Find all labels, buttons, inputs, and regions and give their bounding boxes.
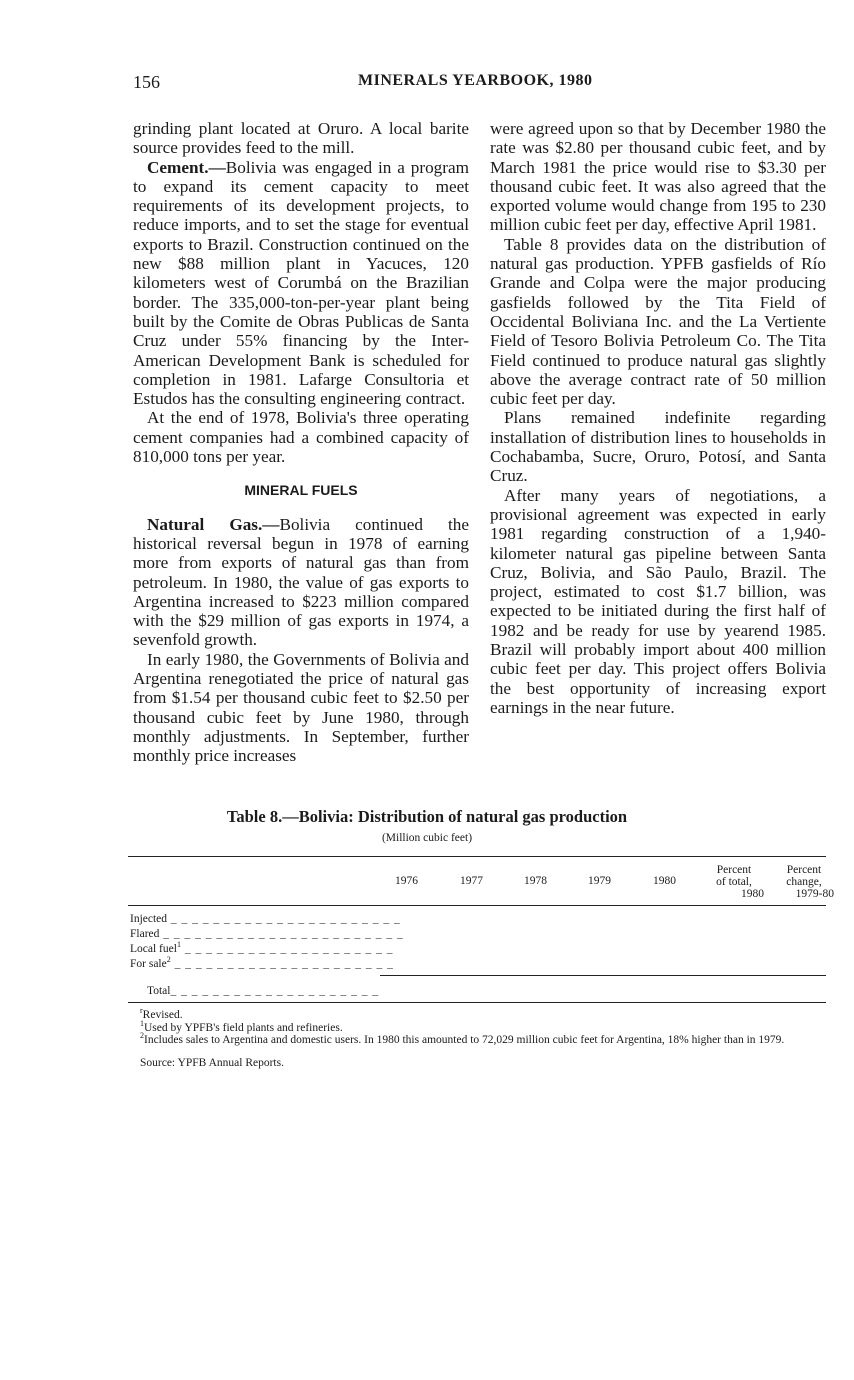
section-heading: MINERAL FUELS (244, 482, 358, 499)
footnote-text: Revised. (142, 1009, 183, 1021)
table-bottom-rule (128, 1002, 826, 1003)
right-column (490, 119, 826, 717)
row-label-text: Local fuel (130, 943, 177, 955)
column-header-percent-change (774, 864, 834, 900)
header-line: of total, (716, 876, 752, 888)
footnote-mark: r (140, 1006, 143, 1016)
paragraph-text: Bolivia continued the historical reversal begun in 1978 of earning more from exports of natural gas than from petroleum. In 1980, the value of gas exports to Argentina increased to $223 million compared with the $29 million of gas exports in 1974, a sevenfold growth. (133, 514, 469, 650)
paragraph-natural-gas (133, 515, 469, 650)
column-header-1979: 1979 (588, 875, 611, 887)
paragraph-lead: Cement.— (147, 157, 226, 177)
row-label-local-fuel (130, 940, 394, 956)
footnote-text: Used by YPFB's field plants and refineries. (144, 1021, 343, 1034)
table-total-rule (380, 975, 826, 976)
page-number: 156 (133, 72, 160, 92)
footnote-mark: 1 (140, 1018, 144, 1028)
header-line: 1979-80 (795, 888, 834, 900)
paragraph: were agreed upon so that by December 1980 the rate was $2.80 per thousand cubic feet, and by March 1981 the price would rise to $3.30 per thousand cubic feet. It was also agreed that the exported volume would change from 195 to 230 million cubic feet per day, effective April 1981. (490, 119, 826, 235)
paragraph: After many years of negotiations, a provisional agreement was expected in early 1981 regarding construction of a 1,940-kilometer natural gas pipeline between Santa Cruz, Bolivia, and São Paulo, Brazil. The project, estimated to cost $1.7 billion, was expected to be initiated during the first half of 1982 and be ready for use by yearend 1985. Brazil will probably import about 400 million cubic feet per day. This project offers Bolivia the best opportunity of increasing export earnings in the near future. (490, 485, 826, 717)
paragraph: In early 1980, the Governments of Bolivia and Argentina renegotiated the price of natural gas from $1.54 per thousand cubic feet to $2.50 per thousand cubic feet by June 1980, through monthly adjustments. In September, further monthly price increases (133, 649, 469, 766)
table-title: Table 8.—Bolivia: Distribution of natural gas production (226, 807, 628, 826)
paragraph-text: Bolivia was engaged in a program to expand its cement capacity to meet requirements of its development projects, to reduce imports, and to set the stage for eventual exports to Brazil. Construction continued on the new $88 million plant in Yacuces, 120 kilometers west of Corumbá on the Brazilian border. The 335,000-ton-per-year plant being built by the Comite de Obras Publicas de Santa Cruz under 55% financing by the Inter-American Development Bank is scheduled for completion in 1981. Lafarge Consultoria et Estudos has the consulting engineering contract. (133, 157, 469, 409)
leader-dots: _ _ _ _ _ _ _ _ _ _ _ _ _ _ _ _ _ _ _ _ _ _ (167, 913, 401, 925)
column-header-percent-total (704, 864, 764, 900)
header-line: Percent (716, 864, 752, 876)
running-title: MINERALS YEARBOOK, 1980 (358, 72, 593, 89)
row-label-text: Total (147, 985, 171, 997)
row-label-injected (130, 913, 401, 926)
footnote-mark: 2 (140, 1031, 144, 1041)
row-label-text: Injected (130, 913, 168, 925)
table-footnotes (140, 1006, 830, 1069)
footnote-text: Includes sales to Argentina and domestic users. In 1980 this amounted to 72,029 million cubic feet for Argentina, 18% higher than in 1979. (144, 1034, 785, 1046)
column-header-1978: 1978 (524, 875, 547, 887)
header-line: 1980 (741, 888, 764, 900)
footnote-1 (140, 1018, 830, 1035)
row-label-text: Flared (130, 928, 160, 940)
leader-dots: _ _ _ _ _ _ _ _ _ _ _ _ _ _ _ _ _ _ _ _ (180, 943, 394, 955)
column-header-1980: 1980 (653, 875, 676, 887)
table-units: (Million cubic feet) (381, 832, 473, 844)
paragraph: At the end of 1978, Bolivia's three operating cement companies had a combined capacity of 810,000 tons per year. (133, 408, 469, 467)
footnote-mark: 1 (176, 940, 181, 950)
row-label-flared (130, 928, 404, 941)
row-label-text: For sale (130, 958, 167, 970)
row-label-total (147, 985, 379, 998)
leader-dots: _ _ _ _ _ _ _ _ _ _ _ _ _ _ _ _ _ _ _ _ _ _ _ (159, 928, 404, 940)
table-top-rule (128, 856, 826, 857)
row-label-for-sale (130, 955, 394, 971)
column-header-1977: 1977 (460, 875, 483, 887)
footnote-revised (140, 1006, 830, 1022)
header-line: Percent (786, 864, 822, 876)
table-header-rule (128, 905, 826, 906)
paragraph: grinding plant located at Oruro. A local barite source provides feed to the mill. (133, 119, 469, 158)
footnote-2 (140, 1031, 830, 1047)
leader-dots: _ _ _ _ _ _ _ _ _ _ _ _ _ _ _ _ _ _ _ _ _ (170, 958, 394, 970)
column-header-1976: 1976 (395, 875, 418, 887)
leader-dots: _ _ _ _ _ _ _ _ _ _ _ _ _ _ _ _ _ _ _ _ (170, 985, 380, 997)
paragraph-cement (133, 158, 469, 409)
header-line: change, (786, 876, 822, 888)
paragraph-lead: Natural Gas.— (147, 514, 280, 534)
left-column (133, 119, 469, 766)
paragraph: Table 8 provides data on the distribution of natural gas production. YPFB gasfields of Río Grande and Colpa were the major producing gasfields followed by the Tita Field of Occidental Boliviana Inc. and the La Vertiente Field of Tesoro Bolivia Petroleum Co. The Tita Field continued to produce natural gas slightly above the average contract rate of 50 million cubic feet per day. (490, 234, 826, 409)
paragraph: Plans remained indefinite regarding installation of distribution lines to households in Cochabamba, Sucre, Oruro, Potosí, and Santa Cruz. (490, 408, 826, 486)
footnote-mark: 2 (166, 955, 171, 965)
table-source: Source: YPFB Annual Reports. (140, 1056, 284, 1069)
